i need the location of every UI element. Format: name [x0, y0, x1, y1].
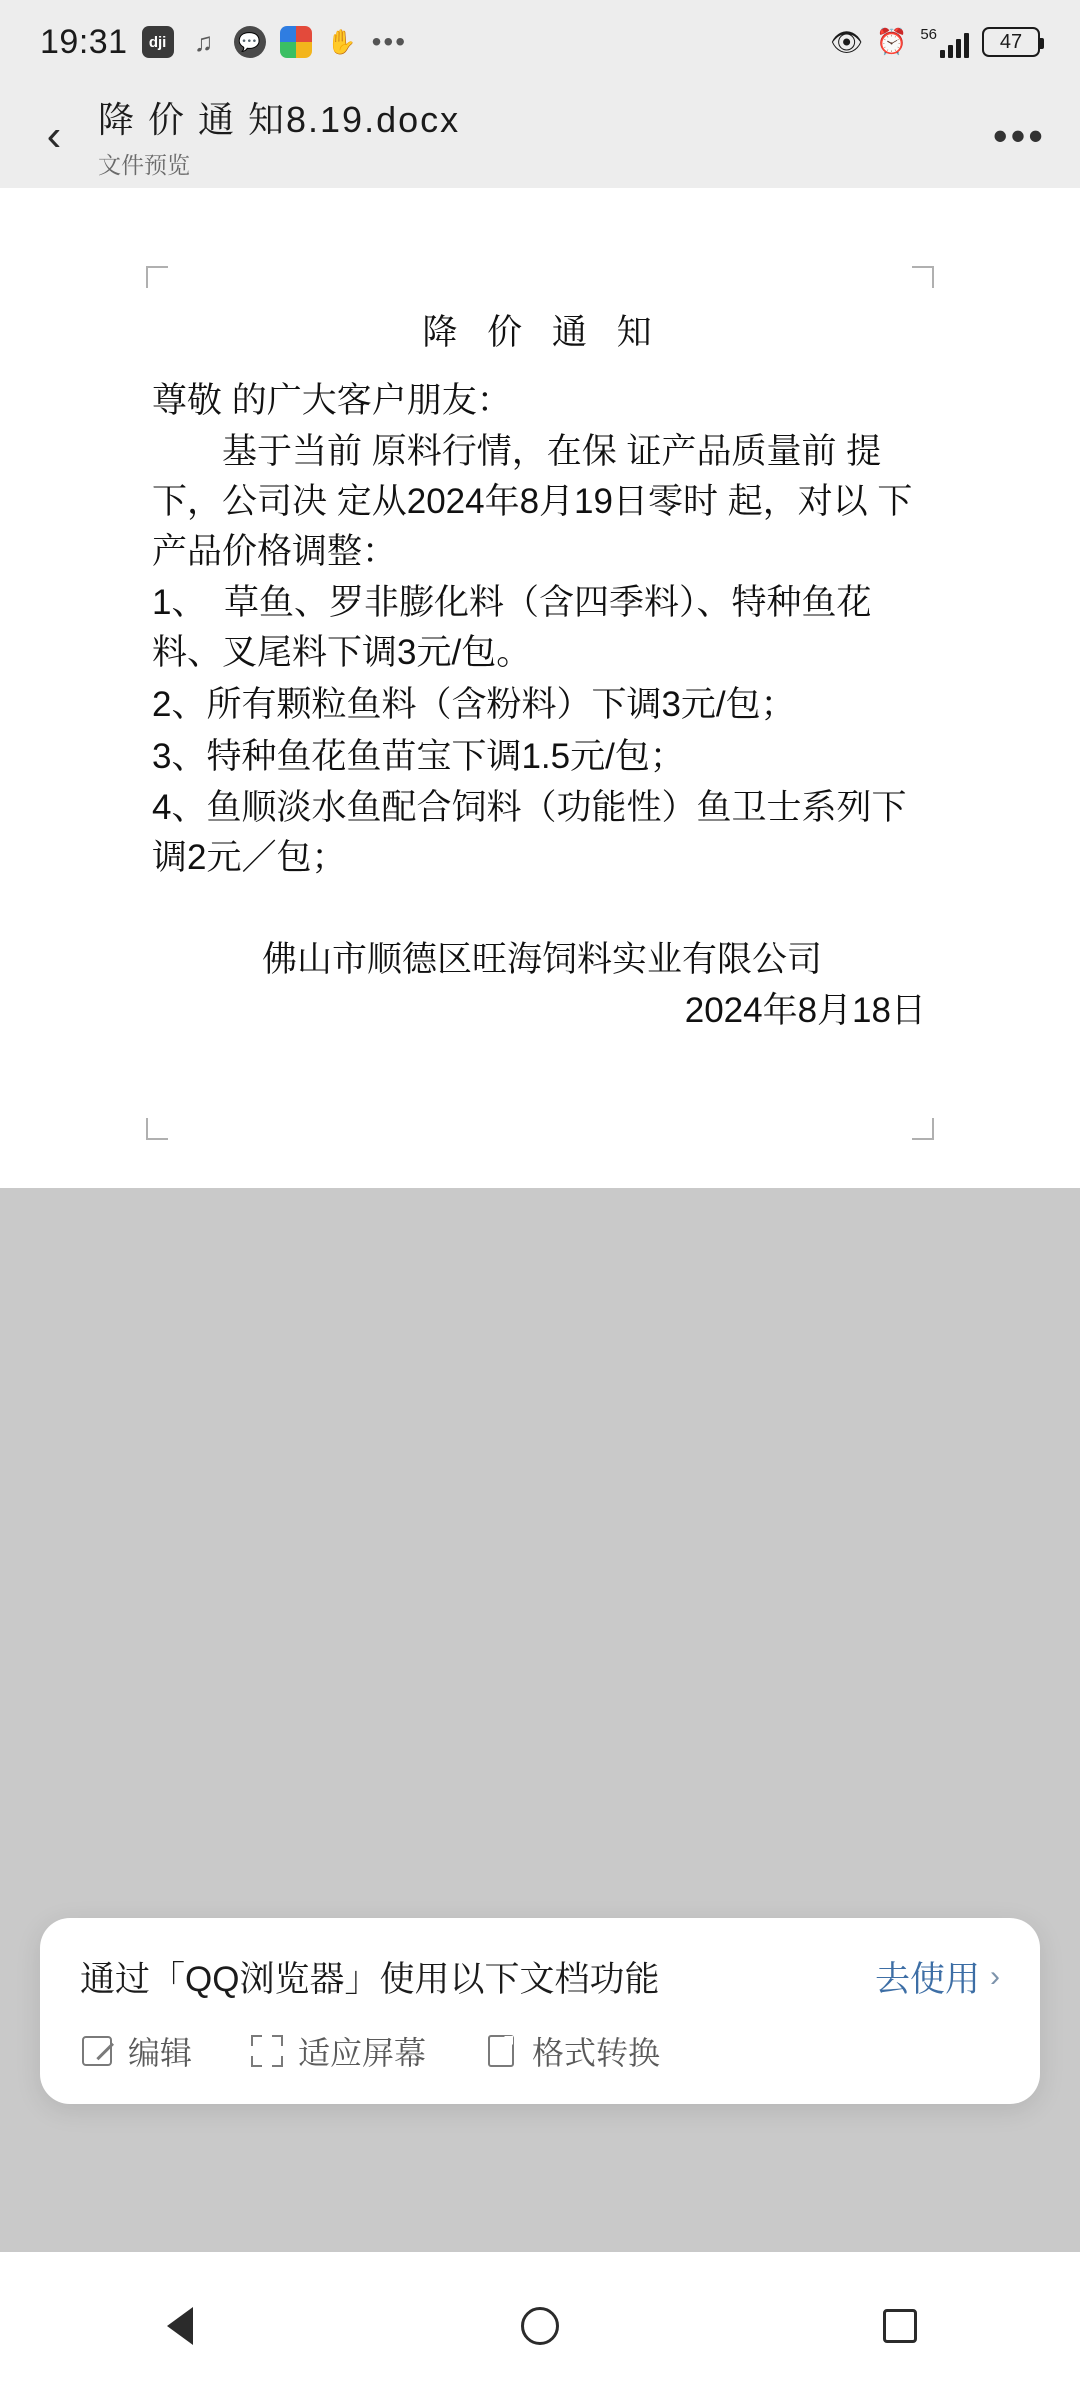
hand-gesture-icon: ✋	[326, 28, 357, 56]
promo-card[interactable]	[40, 1918, 1040, 2104]
status-bar-left	[40, 23, 407, 62]
chevron-right-icon: ›	[990, 1960, 1000, 1993]
status-overflow-dots: •••	[371, 26, 408, 57]
nav-recents-icon[interactable]	[840, 2281, 960, 2371]
signal-bars-icon	[940, 32, 969, 58]
document-date: 2024年8月18日	[684, 991, 926, 1031]
status-bar	[0, 0, 1080, 84]
crop-mark-top-right	[912, 266, 934, 288]
crop-mark-bottom-left	[146, 1118, 168, 1140]
alarm-clock-icon: ⏰	[876, 27, 908, 56]
nav-back-icon[interactable]	[120, 2281, 240, 2371]
crop-mark-bottom-right	[912, 1118, 934, 1140]
signal-indicator	[920, 27, 969, 58]
document-heading: 降 价 通 知	[422, 313, 662, 352]
system-navigation-bar	[0, 2252, 1080, 2400]
app-title-bar	[0, 84, 1080, 188]
tool-edit-label: 编辑	[128, 2035, 193, 2071]
title-block	[98, 92, 460, 180]
battery-level-label: 47	[999, 30, 1023, 53]
battery-icon	[982, 27, 1040, 57]
page-subtitle: 文件预览	[98, 152, 190, 178]
color-palette-icon	[280, 26, 312, 58]
document-body	[0, 188, 1080, 1036]
tool-format-convert-label: 格式转换	[532, 2035, 661, 2071]
qq-music-icon: ♫	[193, 26, 214, 57]
status-time: 19:31	[40, 22, 128, 61]
eye-icon: 👁	[830, 26, 864, 57]
promo-header	[80, 1952, 1000, 2002]
format-convert-icon	[484, 2034, 518, 2068]
document-signature: 佛山市顺德区旺海饲料实业有限公司	[261, 939, 822, 979]
document-paragraph: 尊敬 的广大客户朋友：	[152, 380, 512, 420]
document-paragraph: 3、特种鱼花鱼苗宝下调1.5元/包；	[152, 736, 685, 776]
document-paragraph: 基于当前 原料行情，在保 证产品质量前 提下，公司决 定从2024年8月19日零时 起，对以 下产品价格调整：	[152, 432, 913, 571]
tool-fit-screen-label: 适应屏幕	[298, 2035, 427, 2071]
tool-fit-screen[interactable]	[250, 2028, 426, 2074]
promo-title: 通过「QQ浏览器」使用以下文档功能	[80, 1960, 660, 1999]
document-paragraph: 1、 草鱼、罗非膨化料（含四季料）、特种鱼花料、叉尾料下调3元/包。	[152, 583, 872, 673]
fit-screen-icon	[250, 2034, 284, 2068]
use-now-label: 去使用	[874, 1960, 980, 1999]
page-title: 降 价 通 知8.19.docx	[98, 99, 461, 140]
use-now-button[interactable]	[875, 1952, 1000, 2002]
back-chevron-icon[interactable]: ‹	[46, 111, 62, 160]
promo-tool-list	[80, 2028, 1000, 2074]
chat-bubble-icon: 💬	[234, 26, 266, 58]
more-options-icon[interactable]: •••	[992, 111, 1046, 159]
promo-card-container	[0, 1918, 1080, 2104]
dji-icon: dji	[142, 26, 174, 58]
document-paragraph: 2、所有颗粒鱼料（含粉料）下调3元/包；	[152, 684, 796, 724]
document-paragraph: 4、鱼顺淡水鱼配合饲料（功能性）鱼卫士系列下调2元／包；	[152, 788, 907, 877]
tool-edit[interactable]	[80, 2028, 192, 2074]
edit-icon	[80, 2034, 114, 2068]
tool-format-convert[interactable]	[484, 2028, 660, 2074]
network-type-label: 56	[920, 25, 937, 43]
document-scroll-area[interactable]	[0, 188, 1080, 2252]
document-page	[0, 188, 1080, 1188]
nav-home-icon[interactable]	[480, 2281, 600, 2371]
status-bar-right	[830, 27, 1040, 58]
crop-mark-top-left	[146, 266, 168, 288]
